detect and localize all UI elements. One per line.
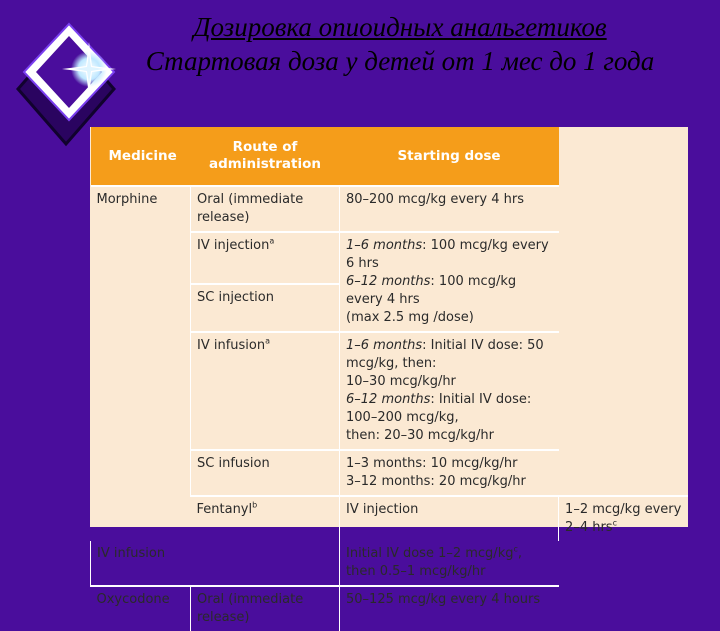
- route-line: Oral (immediate: [197, 192, 304, 207]
- dose-cell: [340, 541, 559, 586]
- route-cell: [191, 586, 340, 631]
- dose-text: : Initial IV dose: 100–200 mcg/kg,: [346, 392, 532, 425]
- dose-text: 1–2 mcg/kg every 2–4 hrs: [565, 502, 682, 535]
- table-header-row: [91, 127, 689, 186]
- route-cell: SC infusion: [191, 450, 340, 496]
- header-route: [191, 127, 340, 186]
- title-line-2: Стартовая доза у детей от 1 мес до 1 года: [145, 46, 655, 76]
- route-text: IV injection: [197, 238, 270, 253]
- route-cell: SC injection: [191, 284, 340, 332]
- dosage-table-card: [90, 127, 688, 625]
- dose-text: 1–3 months: 10 mcg/kg/hr: [346, 456, 518, 471]
- header-starting-dose: Starting dose: [340, 127, 559, 186]
- route-cell: [191, 186, 340, 232]
- dose-cell: [559, 496, 688, 541]
- dosage-table: [90, 127, 688, 631]
- slide-title: [120, 10, 680, 78]
- route-cell: IV infusion: [91, 541, 191, 586]
- route-line: release): [197, 210, 250, 225]
- route-cell: [191, 232, 340, 284]
- route-cell: IV injection: [340, 496, 559, 541]
- route-line: Oral (immediate: [197, 592, 304, 607]
- dose-text: , then 0.5–1 mcg/kg/hr: [346, 546, 523, 579]
- route-text: IV infusion: [197, 338, 266, 353]
- footnote-mark: c: [513, 544, 518, 554]
- dose-text: then: 20–30 mcg/kg/hr: [346, 428, 494, 443]
- route-line: release): [197, 610, 250, 625]
- dose-text: 3–12 months: 20 mcg/kg/hr: [346, 474, 526, 489]
- dose-text: 10–30 mcg/kg/hr: [346, 374, 456, 389]
- route-cell: [191, 332, 340, 450]
- dose-text: Initial IV dose 1–2 mcg/kg: [346, 546, 514, 561]
- medicine-fentanyl: [191, 496, 340, 586]
- age-label: 6–12 months: [346, 392, 431, 407]
- footnote-mark: a: [265, 336, 271, 346]
- medicine-name: Fentanyl: [196, 502, 253, 517]
- age-label: 1–6 months: [346, 238, 423, 253]
- dose-cell: 50–125 mcg/kg every 4 hours: [340, 586, 559, 631]
- age-label: 6–12 months: [346, 274, 431, 289]
- header-route-line2: administration: [209, 156, 321, 172]
- table-row: [91, 541, 689, 586]
- dose-text: : Initial IV dose: 50 mcg/kg, then:: [346, 338, 544, 371]
- dose-cell: [340, 332, 559, 450]
- footnote-mark: c: [612, 518, 617, 528]
- dose-cell: 80–200 mcg/kg every 4 hrs: [340, 186, 559, 232]
- dose-text: : 100 mcg/kg every 6 hrs: [346, 238, 549, 271]
- header-medicine: Medicine: [91, 127, 191, 186]
- medicine-oxycodone: Oxycodone: [91, 586, 191, 631]
- footnote-mark: a: [269, 236, 275, 246]
- title-line-1: Дозировка опиоидных анальгетиков: [193, 12, 607, 42]
- header-route-line1: Route of: [232, 139, 298, 155]
- dose-text: (max 2.5 mg /dose): [346, 310, 474, 325]
- dose-cell: [340, 232, 559, 332]
- age-label: 1–6 months: [346, 338, 423, 353]
- footnote-mark: b: [252, 500, 258, 510]
- table-row: [91, 186, 689, 232]
- table-row: [91, 586, 689, 631]
- medicine-morphine: Morphine: [91, 186, 191, 541]
- dose-text: : 100 mcg/kg every 4 hrs: [346, 274, 517, 307]
- dose-cell: [340, 450, 559, 496]
